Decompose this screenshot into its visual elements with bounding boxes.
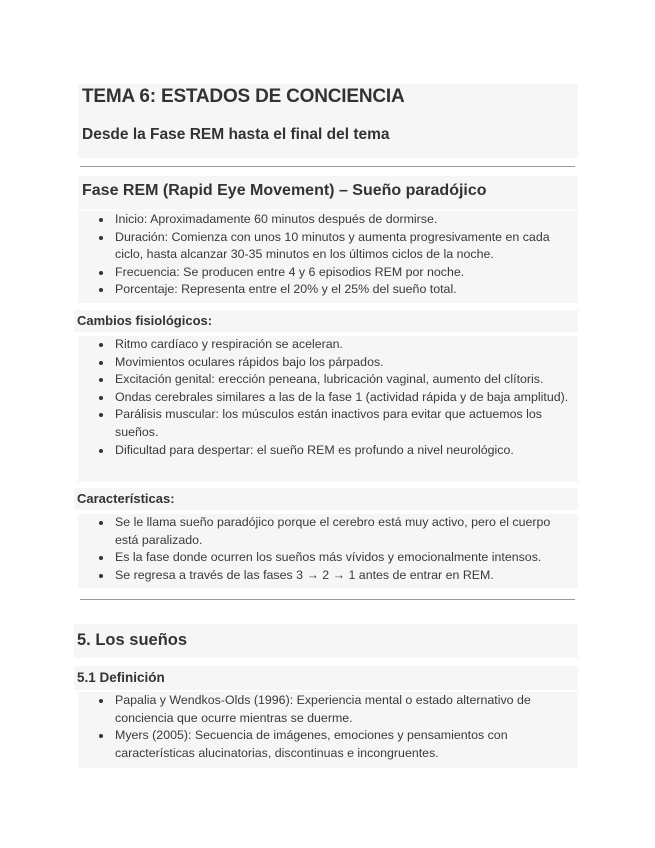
list-item: Ritmo cardíaco y respiración se aceleran. — [78, 336, 578, 354]
rem-list-block — [78, 211, 578, 303]
divider-top — [80, 166, 575, 167]
list-item: Papalia y Wendkos-Olds (1996): Experiencia mental o estado alternativo de conciencia que ocurre mientras se duerme. — [78, 692, 578, 727]
page-subtitle: Desde la Fase REM hasta el final del tema — [82, 126, 390, 143]
cambios-label-block — [74, 310, 578, 332]
definicion-heading: 5.1 Definición — [77, 670, 165, 685]
list-item: Dificultad para despertar: el sueño REM es profundo a nivel neurológico. — [78, 442, 578, 460]
definicion-heading-block — [74, 666, 578, 690]
cambios-list-block — [78, 336, 578, 482]
list-item: Frecuencia: Se producen entre 4 y 6 episodios REM por noche. — [78, 264, 578, 282]
cambios-list — [78, 336, 578, 459]
suenos-heading-block — [74, 624, 578, 658]
rem-list — [78, 211, 578, 299]
caracteristicas-label: Características: — [77, 491, 175, 506]
list-item: Inicio: Aproximadamente 60 minutos después de dormirse. — [78, 211, 578, 229]
caracteristicas-list — [78, 514, 578, 584]
suenos-list-block — [78, 692, 578, 768]
suenos-heading: 5. Los sueños — [77, 631, 188, 649]
divider-middle — [80, 599, 575, 600]
list-item: Se regresa a través de las fases 3 → 2 → 1 antes de entrar en REM. — [78, 567, 578, 585]
list-item: Myers (2005): Secuencia de imágenes, emociones y pensamientos con características alucinatorias, discontinuas e incongruentes. — [78, 727, 578, 762]
caracteristicas-list-block — [78, 514, 578, 588]
caracteristicas-label-block — [74, 488, 578, 510]
title-block — [78, 84, 578, 158]
list-item: Ondas cerebrales similares a las de la fase 1 (actividad rápida y de baja amplitud). — [78, 389, 578, 407]
list-item: Se le llama sueño paradójico porque el cerebro está muy activo, pero el cuerpo está paralizado. — [78, 514, 578, 549]
suenos-list — [78, 692, 578, 762]
cambios-label: Cambios fisiológicos: — [77, 313, 213, 328]
page-title: TEMA 6: ESTADOS DE CONCIENCIA — [82, 86, 405, 107]
list-item: Duración: Comienza con unos 10 minutos y aumenta progresivamente en cada ciclo, hasta alcanzar 30-35 minutos en los últimos ciclos de la noche. — [78, 229, 578, 264]
rem-heading: Fase REM (Rapid Eye Movement) – Sueño paradójico — [82, 182, 487, 199]
list-item: Porcentaje: Representa entre el 20% y el 25% del sueño total. — [78, 281, 578, 299]
rem-heading-block — [78, 176, 578, 210]
list-item: Excitación genital: erección peneana, lubricación vaginal, aumento del clítoris. — [78, 371, 578, 389]
list-item: Parálisis muscular: los músculos están inactivos para evitar que actuemos los sueños. — [78, 406, 578, 441]
list-item: Movimientos oculares rápidos bajo los párpados. — [78, 354, 578, 372]
list-item: Es la fase donde ocurren los sueños más vívidos y emocionalmente intensos. — [78, 549, 578, 567]
